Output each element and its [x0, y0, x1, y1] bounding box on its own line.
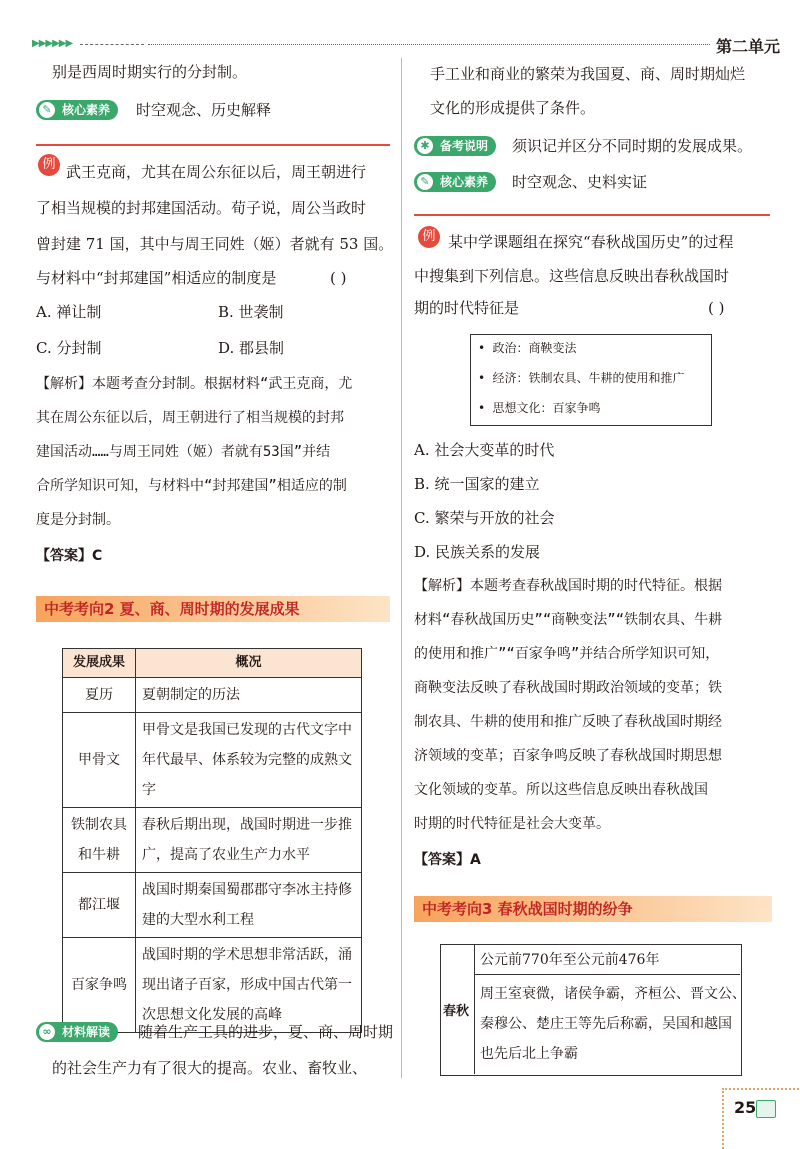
column-divider	[401, 58, 402, 1078]
q1-line3: 曾封建 71 国，其中与周王同姓（姬）者就有 53 国。	[36, 235, 394, 253]
row-name: 百家争鸣	[63, 938, 136, 1033]
analysis2-line4: 商鞅变法反映了春秋战国时期政治领域的变革；铁	[414, 680, 722, 696]
q1-option-c[interactable]: C. 分封制	[36, 339, 102, 357]
chunqiu-row-divider	[474, 974, 740, 975]
link-icon: ∞	[39, 1024, 55, 1040]
row-name: 甲骨文	[63, 713, 136, 808]
row-desc: 战国时期秦国蜀郡郡守李冰主持修 建的大型水利工程	[136, 873, 362, 938]
unit-title: 第二单元	[716, 37, 781, 56]
q1-option-b[interactable]: B. 世袭制	[218, 303, 284, 321]
example-divider-right	[414, 214, 770, 216]
pen-icon: ✎	[39, 102, 55, 118]
section2-bar: 中考考向2 夏、商、周时期的发展成果	[36, 596, 390, 622]
core-text-left: 时空观念、历史解释	[136, 101, 272, 119]
info-line3: • 思想文化：百家争鸣	[478, 401, 601, 415]
table-row	[63, 678, 362, 713]
table-row	[63, 938, 362, 1033]
q2-option-c[interactable]: C. 繁荣与开放的社会	[414, 509, 555, 527]
q1-line4: 与材料中“封邦建国”相适应的制度是	[36, 269, 277, 287]
right-p1-line1: 手工业和商业的繁荣为我国夏、商、周时期灿烂	[430, 65, 746, 83]
row-name: 铁制农具 和牛耕	[63, 808, 136, 873]
chunqiu-period: 公元前770年至公元前476年	[480, 952, 660, 968]
row-desc: 春秋后期出现，战国时期进一步推 广，提高了农业生产力水平	[136, 808, 362, 873]
analysis2-line3: 的使用和推广”“百家争鸣”并结合所学知识可知，	[414, 646, 720, 662]
right-p1-line2: 文化的形成提供了条件。	[430, 99, 596, 117]
book-icon	[756, 1100, 776, 1118]
answer2: 【答案】A	[414, 852, 481, 868]
q2-paren: ( )	[708, 299, 725, 317]
chunqiu-desc-3: 也先后北上争霸	[480, 1046, 578, 1062]
analysis2-line7: 文化领域的变革。所以这些信息反映出春秋战国	[414, 782, 708, 798]
analysis1-line2: 其在周公东征以后，周王朝进行了相当规模的封邦	[36, 410, 344, 426]
q2-line3: 期的时代特征是	[414, 299, 520, 317]
page-number: 25	[734, 1098, 757, 1117]
material-line2: 的社会生产力有了很大的提高。农业、畜牧业、	[52, 1059, 368, 1077]
example-icon-left: 例	[38, 154, 60, 176]
q1-paren: ( )	[330, 269, 347, 287]
chunqiu-desc-1: 周王室衰微，诸侯争霸，齐桓公、晋文公、	[480, 986, 746, 1002]
header-line-left	[80, 44, 144, 45]
chunqiu-desc-2: 秦穆公、楚庄王等先后称霸，吴国和越国	[480, 1016, 732, 1032]
q1-option-d[interactable]: D. 郡县制	[218, 339, 285, 357]
core-text-right: 时空观念、史料实证	[512, 173, 648, 191]
bulb-icon: ✱	[417, 138, 433, 154]
header-arrows: ▶▶▶▶▶▶	[32, 38, 73, 49]
analysis1-line3: 建国活动……与周王同姓（姬）者就有53国”并结	[36, 444, 331, 460]
q2-line1: 某中学课题组在探究“春秋战国历史”的过程	[448, 233, 734, 251]
analysis2-line6: 济领域的变革；百家争鸣反映了春秋战国时期思想	[414, 748, 722, 764]
row-desc: 战国时期的学术思想非常活跃，涌 现出诸子百家，形成中国古代第一 次思想文化发展的高峰	[136, 938, 362, 1033]
th-achievement: 发展成果	[63, 649, 136, 678]
info-line2: • 经济：铁制农具、牛耕的使用和推广	[478, 371, 685, 385]
analysis2-line5: 制农具、牛耕的使用和推广反映了春秋战国时期经	[414, 714, 722, 730]
q2-option-a[interactable]: A. 社会大变革的时代	[414, 441, 555, 459]
q1-line1: 武王克商，尤其在周公东征以后，周王朝进行	[66, 163, 367, 181]
analysis2-line2: 材料“春秋战国历史”“商鞅变法”“铁制农具、牛耕	[414, 612, 723, 628]
row-desc: 甲骨文是我国已发现的古代文字中 年代最早、体系较为完整的成熟文字	[136, 713, 362, 808]
info-line1: • 政治：商鞅变法	[478, 341, 577, 355]
th-summary: 概况	[136, 649, 362, 678]
table-row	[63, 808, 362, 873]
example-divider-left	[36, 144, 390, 146]
material-tag: ∞ 材料解读	[36, 1022, 118, 1042]
analysis2-line8: 时期的时代特征是社会大变革。	[414, 816, 610, 832]
q2-line2: 中搜集到下列信息。这些信息反映出春秋战国时	[414, 267, 730, 285]
section3-bar: 中考考向3 春秋战国时期的纷争	[414, 896, 772, 922]
q1-option-a[interactable]: A. 禅让制	[36, 303, 102, 321]
analysis1-line4: 合所学知识可知，与材料中“封邦建国”相适应的制	[36, 478, 347, 494]
row-desc: 夏朝制定的历法	[136, 678, 362, 713]
answer1: 【答案】C	[36, 548, 103, 564]
chunqiu-label: 春秋	[443, 1004, 470, 1019]
analysis1-line5: 度是分封制。	[36, 512, 120, 528]
chunqiu-col-divider	[474, 944, 475, 1074]
analysis1-line1: 【解析】本题考查分封制。根据材料“武王克商，尤	[36, 376, 353, 392]
row-name: 都江堰	[63, 873, 136, 938]
prep-text: 须识记并区分不同时期的发展成果。	[512, 137, 753, 155]
core-tag-left: ✎ 核心素养	[36, 100, 118, 120]
example-icon-right: 例	[418, 226, 440, 248]
row-name: 夏历	[63, 678, 136, 713]
q1-line2: 了相当规模的封邦建国活动。荀子说，周公当政时	[36, 199, 367, 217]
q2-option-d[interactable]: D. 民族关系的发展	[414, 543, 541, 561]
table-row	[63, 713, 362, 808]
table-row	[63, 873, 362, 938]
prep-tag: ✱ 备考说明	[414, 136, 496, 156]
material-line1: 随着生产工具的进步，夏、商、周时期	[138, 1023, 394, 1041]
analysis2-line1: 【解析】本题考查春秋战国时期的时代特征。根据	[414, 578, 722, 594]
q2-option-b[interactable]: B. 统一国家的建立	[414, 475, 540, 493]
header-line-right	[148, 44, 710, 45]
core-tag-right: ✎ 核心素养	[414, 172, 496, 192]
achievements-table	[62, 648, 362, 1033]
pen-icon: ✎	[417, 174, 433, 190]
left-line1: 别是西周时期实行的分封制。	[52, 63, 248, 81]
